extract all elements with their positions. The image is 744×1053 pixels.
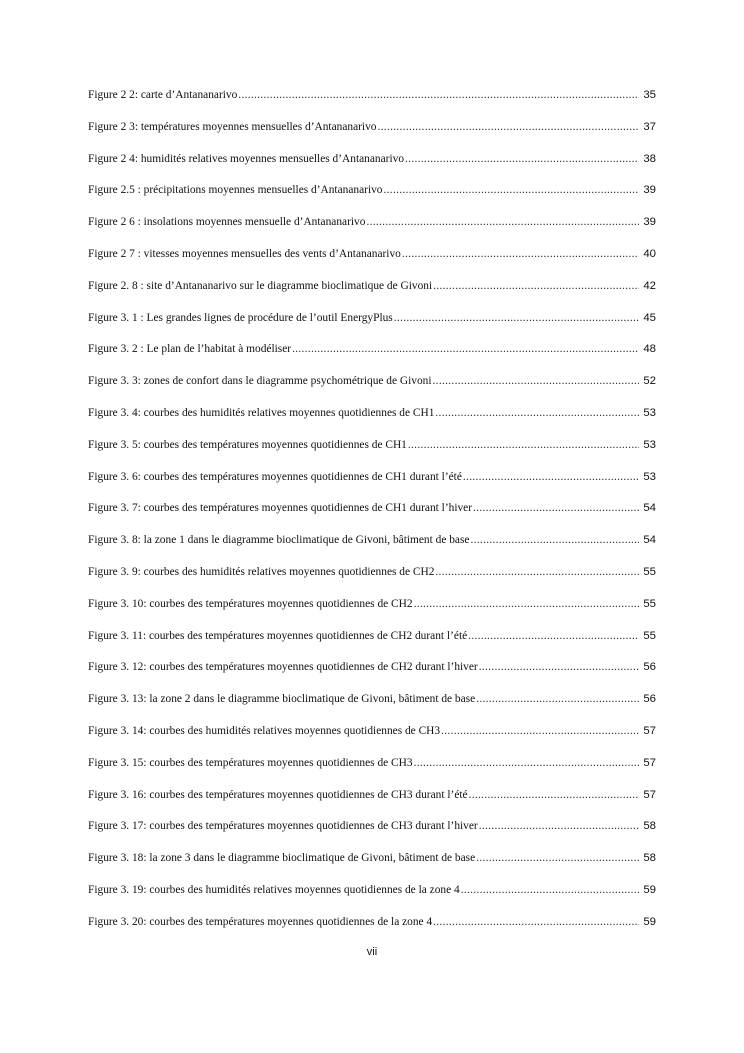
toc-entry-page-number: 35 <box>643 89 656 101</box>
toc-entry-label: Figure 2. 8 : site d’Antananarivo sur le diagramme bioclimatique de Givoni <box>88 279 433 292</box>
toc-entry[interactable] <box>88 598 656 630</box>
toc-entry-page-number: 56 <box>643 693 656 706</box>
toc-entry-page-number: 58 <box>643 820 656 833</box>
toc-entry[interactable] <box>88 153 656 185</box>
toc-entry[interactable] <box>88 757 656 789</box>
toc-entry-label: Figure 2 7 : vitesses moyennes mensuelles des vents d’Antananarivo <box>88 247 401 260</box>
dot-leader <box>473 502 639 514</box>
dot-leader <box>468 630 639 642</box>
toc-entry-page-number: 54 <box>643 502 656 515</box>
dot-leader <box>463 471 639 483</box>
toc-entry-page-number: 52 <box>643 375 656 388</box>
toc-entry[interactable] <box>88 820 656 852</box>
dot-leader <box>433 375 639 387</box>
dot-leader <box>435 407 639 419</box>
toc-entry-label: Figure 3. 20: courbes des températures moyennes quotidiennes de la zone 4 <box>88 915 433 928</box>
toc-entry-page-number: 42 <box>643 279 656 292</box>
toc-entry-page-number: 40 <box>643 247 656 260</box>
toc-entry-label: Figure 3. 9: courbes des humidités relatives moyennes quotidiennes de CH2 <box>88 565 435 578</box>
toc-entry[interactable] <box>88 661 656 693</box>
toc-entry[interactable] <box>88 502 656 534</box>
toc-entry-label: Figure 2 3: températures moyennes mensuelles d’Antananarivo <box>88 120 377 133</box>
toc-entry[interactable] <box>88 566 656 598</box>
toc-entry-page-number: 57 <box>643 724 656 737</box>
toc-entry-page-number: 37 <box>643 120 656 133</box>
toc-entry[interactable] <box>88 630 656 662</box>
toc-entry-label: Figure 3. 15: courbes des températures moyennes quotidiennes de CH3 <box>88 756 413 769</box>
toc-entry-label: Figure 3. 18: la zone 3 dans le diagramme bioclimatique de Givoni, bâtiment de base <box>88 852 476 865</box>
toc-entry-label: Figure 3. 14: courbes des humidités relatives moyennes quotidiennes de CH3 <box>88 724 441 737</box>
toc-entry-page-number: 57 <box>643 788 656 801</box>
dot-leader <box>238 89 639 101</box>
toc-entry-label: Figure 2 4: humidités relatives moyennes mensuelles d’Antananarivo <box>88 152 405 165</box>
toc-entry-label: Figure 3. 1 : Les grandes lignes de procédure de l’outil EnergyPlus <box>88 311 393 324</box>
toc-entry-label: Figure 3. 5: courbes des températures moyennes quotidiennes de CH1 <box>88 438 407 451</box>
toc-entry-label: Figure 3. 3: zones de confort dans le diagramme psychométrique de Givoni <box>88 375 432 388</box>
toc-entry-page-number: 39 <box>643 184 656 197</box>
dot-leader <box>470 534 639 546</box>
dot-leader <box>433 916 639 928</box>
list-of-figures <box>88 89 656 948</box>
dot-leader <box>476 852 639 864</box>
toc-entry-label: Figure 2.5 : précipitations moyennes mensuelles d’Antananarivo <box>88 184 383 197</box>
toc-entry[interactable] <box>88 439 656 471</box>
toc-entry[interactable] <box>88 916 656 948</box>
toc-entry-page-number: 53 <box>643 438 656 451</box>
dot-leader <box>384 184 639 196</box>
toc-entry[interactable] <box>88 216 656 248</box>
toc-entry-page-number: 55 <box>643 597 656 610</box>
toc-entry-page-number: 56 <box>643 661 656 674</box>
dot-leader <box>414 598 639 610</box>
toc-entry[interactable] <box>88 884 656 916</box>
dot-leader <box>433 280 639 292</box>
toc-entry-page-number: 57 <box>643 756 656 769</box>
toc-entry-label: Figure 3. 13: la zone 2 dans le diagramme bioclimatique de Givoni, bâtiment de base <box>88 693 476 706</box>
dot-leader <box>469 789 639 801</box>
toc-entry-label: Figure 2 2: carte d’Antananarivo <box>88 89 238 101</box>
toc-entry-page-number: 55 <box>643 565 656 578</box>
toc-entry-label: Figure 3. 2 : Le plan de l’habitat à modéliser <box>88 343 292 356</box>
toc-entry-page-number: 54 <box>643 534 656 547</box>
toc-entry[interactable] <box>88 852 656 884</box>
toc-entry[interactable] <box>88 184 656 216</box>
toc-entry-label: Figure 3. 7: courbes des températures moyennes quotidiennes de CH1 durant l’hiver <box>88 502 473 515</box>
dot-leader <box>402 248 639 260</box>
toc-entry[interactable] <box>88 343 656 375</box>
toc-entry-label: Figure 3. 6: courbes des températures moyennes quotidiennes de CH1 durant l’été <box>88 470 462 483</box>
toc-entry-label: Figure 3. 10: courbes des températures moyennes quotidiennes de CH2 <box>88 597 413 610</box>
dot-leader <box>414 757 639 769</box>
dot-leader <box>394 312 639 324</box>
toc-entry[interactable] <box>88 407 656 439</box>
dot-leader <box>408 439 639 451</box>
toc-entry[interactable] <box>88 121 656 153</box>
dot-leader <box>366 216 639 228</box>
toc-entry[interactable] <box>88 534 656 566</box>
dot-leader <box>292 343 639 355</box>
toc-entry[interactable] <box>88 789 656 821</box>
toc-entry-page-number: 45 <box>643 311 656 324</box>
toc-entry-page-number: 53 <box>643 470 656 483</box>
toc-entry-page-number: 38 <box>643 152 656 165</box>
toc-entry[interactable] <box>88 471 656 503</box>
dot-leader <box>377 121 639 133</box>
toc-entry[interactable] <box>88 375 656 407</box>
toc-entry[interactable] <box>88 248 656 280</box>
toc-entry-page-number: 59 <box>643 883 656 896</box>
dot-leader <box>441 725 639 737</box>
toc-entry-label: Figure 3. 4: courbes des humidités relatives moyennes quotidiennes de CH1 <box>88 406 435 419</box>
toc-entry-page-number: 59 <box>643 915 656 928</box>
dot-leader <box>479 661 639 673</box>
toc-entry-label: Figure 3. 11: courbes des températures moyennes quotidiennes de CH2 durant l’été <box>88 629 468 642</box>
dot-leader <box>479 820 639 832</box>
page-number: vii <box>366 946 378 958</box>
toc-entry-label: Figure 3. 17: courbes des températures moyennes quotidiennes de CH3 durant l’hiver <box>88 820 478 833</box>
dot-leader <box>476 693 639 705</box>
toc-entry-label: Figure 3. 12: courbes des températures moyennes quotidiennes de CH2 durant l’hiver <box>88 661 478 674</box>
toc-entry-page-number: 48 <box>643 343 656 356</box>
toc-entry-page-number: 39 <box>643 216 656 229</box>
dot-leader <box>461 884 639 896</box>
toc-entry[interactable] <box>88 312 656 344</box>
dot-leader <box>405 153 639 165</box>
dot-leader <box>435 566 639 578</box>
toc-entry-page-number: 53 <box>643 406 656 419</box>
toc-entry-label: Figure 3. 16: courbes des températures moyennes quotidiennes de CH3 durant l’été <box>88 788 468 801</box>
toc-entry[interactable] <box>88 280 656 312</box>
toc-entry[interactable] <box>88 725 656 757</box>
toc-entry[interactable] <box>88 89 656 121</box>
toc-entry-label: Figure 3. 8: la zone 1 dans le diagramme bioclimatique de Givoni, bâtiment de base <box>88 534 470 547</box>
toc-entry-page-number: 55 <box>643 629 656 642</box>
toc-entry[interactable] <box>88 693 656 725</box>
toc-entry-label: Figure 3. 19: courbes des humidités relatives moyennes quotidiennes de la zone 4 <box>88 883 460 896</box>
toc-entry-page-number: 58 <box>643 852 656 865</box>
toc-entry-label: Figure 2 6 : insolations moyennes mensuelle d’Antananarivo <box>88 216 366 229</box>
